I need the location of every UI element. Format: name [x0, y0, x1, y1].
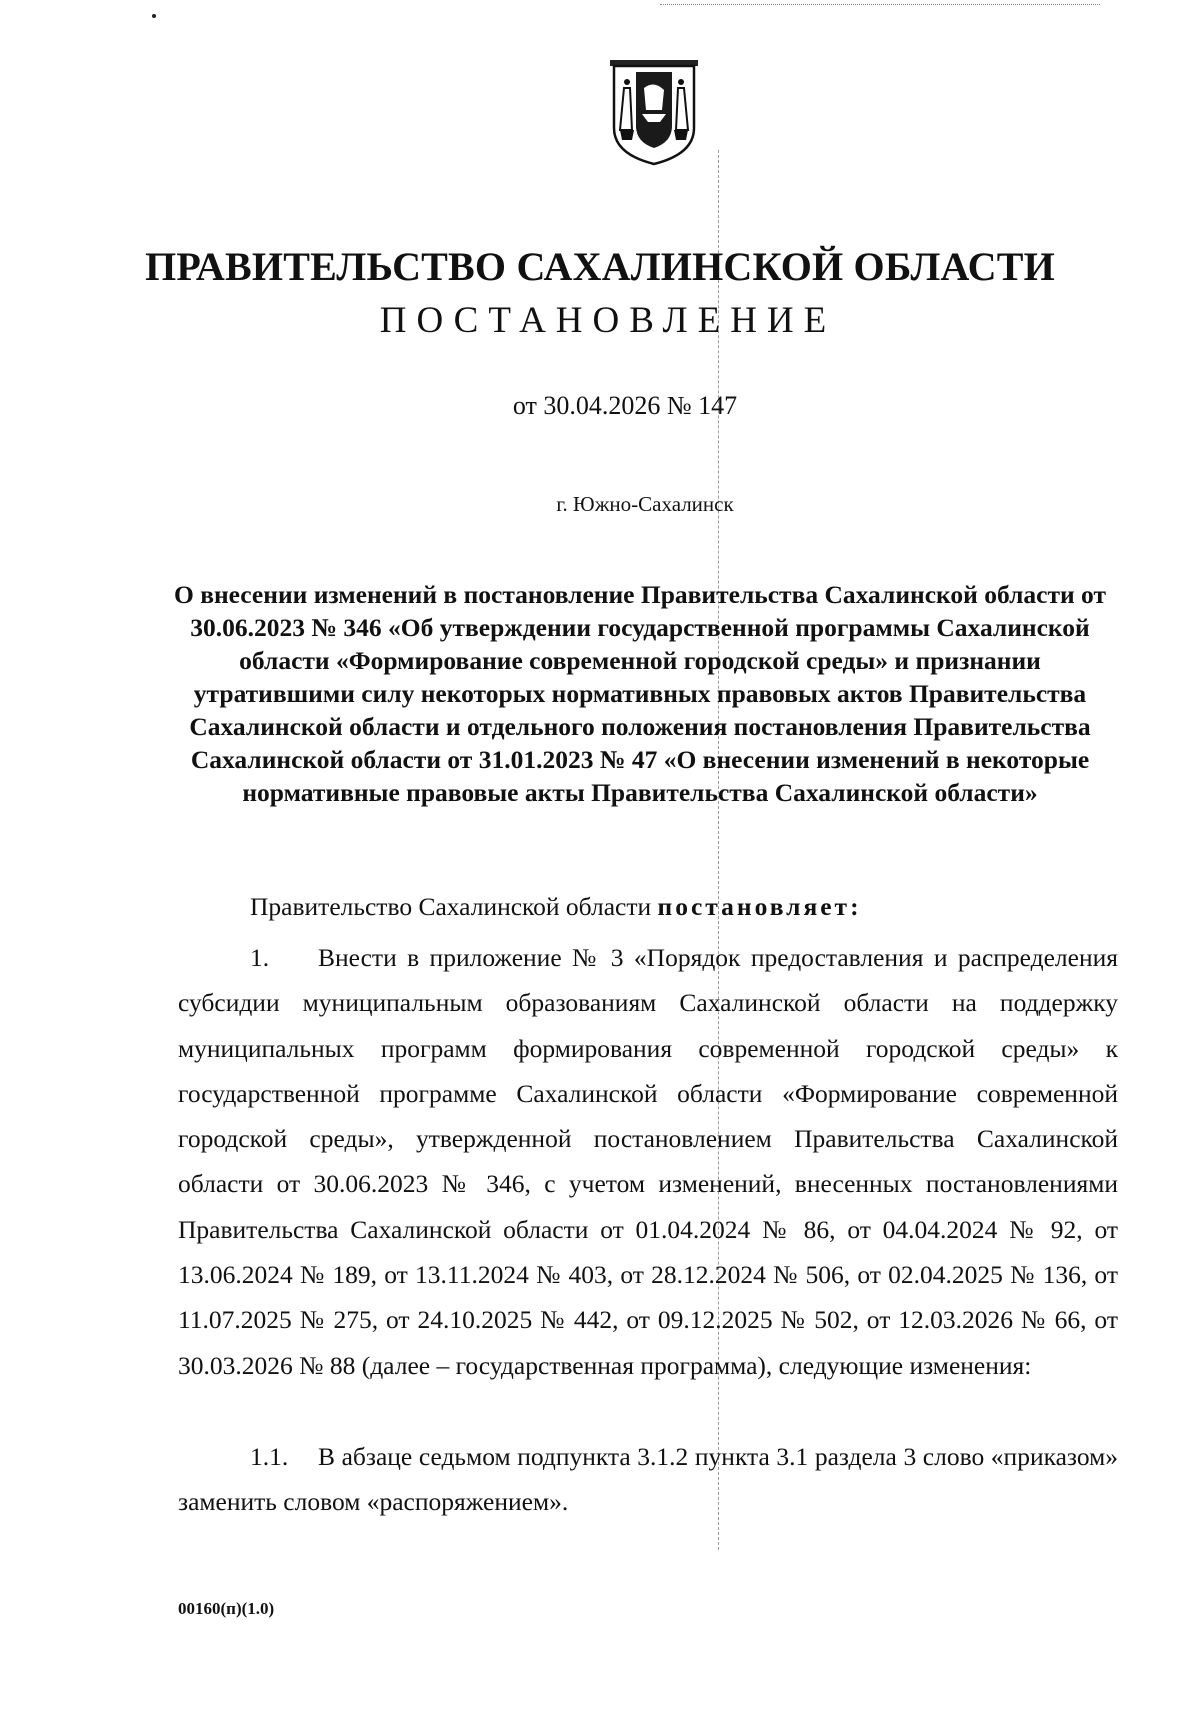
item-number: 1.1.	[250, 1442, 289, 1471]
item-number: 1.	[250, 943, 270, 972]
item-text: Внести в приложение № 3 «Порядок предоставления и распределения субсидии муниципальным образованиям Сахалинской области на поддержку муниципальных программ формирования современной городской среды» к государственной программе Сахалинской области «Формирование современной городской среды», утвержденной постановлением Правительства Сахалинской области от 30.06.2023 № 346, с учетом изменений, внесенных постановлениями Правительства Сахалинской области от 01.04.2024 № 86, от 04.04.2024 № 92, от 13.06.2024 № 189, от 13.11.2024 № 403, от 28.12.2024 № 506, от 02.04.2025 № 136, от 11.07.2025 № 275, от 24.10.2025 № 442, от 09.12.2025 № 502, от 12.03.2026 № 66, от 30.03.2026 № 88 (далее – государственная программа), следующие изменения:	[178, 943, 1118, 1380]
document-date-number: от 30.04.2026 № 147	[512, 391, 738, 420]
list-item	[178, 935, 1118, 1388]
list-item	[178, 1434, 1118, 1525]
government-name: ПРАВИТЕЛЬСТВО САХАЛИНСКОЙ ОБЛАСТИ	[145, 244, 1055, 289]
document-subject: О внесении изменений в постановление Правительства Сахалинской области от 30.06.2023 № 346 «Об утверждении государственной программы Сахалинской области «Формирование современной городской среды» и признании утратившими силу некоторых нормативных правовых актов Правительства Сахалинской области и отдельного положения постановления Правительства Сахалинской области от 31.01.2023 № 47 «О внесении изменений в некоторые нормативные правовые акты Правительства Сахалинской области»	[174, 580, 1106, 807]
document-type: ПОСТАНОВЛЕНИЕ	[379, 300, 837, 341]
sakhalin-coat-of-arms-icon	[606, 58, 702, 168]
preamble-text: Правительство Сахалинской области	[250, 892, 658, 921]
document-city: г. Южно-Сахалинск	[556, 492, 734, 516]
item-text: В абзаце седьмом подпункта 3.1.2 пункта 3.1 раздела 3 слово «приказом» заменить словом «распоряжением».	[178, 1442, 1118, 1517]
document-form-code: 00160(п)(1.0)	[178, 1599, 275, 1618]
scan-artifact-line	[660, 4, 1100, 5]
scan-speck	[152, 14, 156, 18]
preamble	[250, 890, 862, 924]
preamble-verb: постановляет:	[657, 892, 862, 921]
